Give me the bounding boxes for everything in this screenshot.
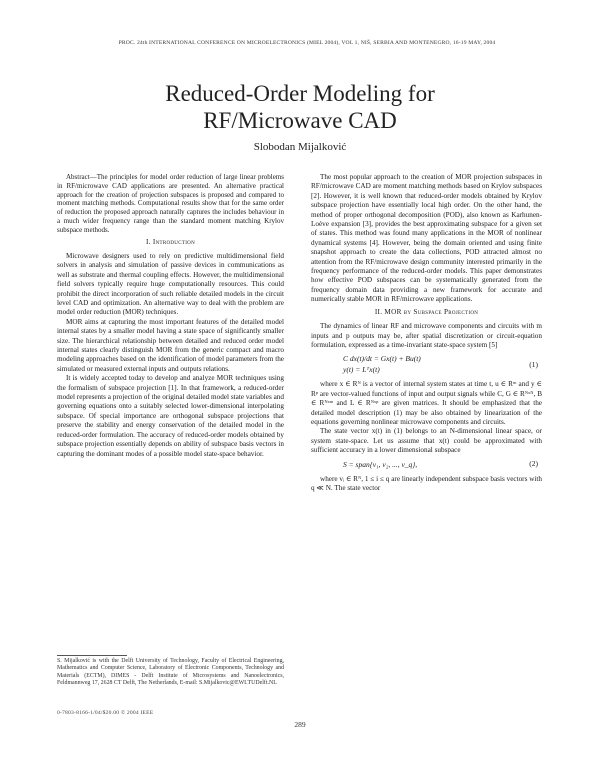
equation-2-number: (2): [529, 459, 538, 469]
paragraph: The state vector x(t) in (1) belongs to an N-dimensional linear space, or system state-space. Let us assume that x(t) could be approximated with sufficient accuracy in a lower dimensional subspace: [311, 427, 542, 455]
footnote-divider: [57, 655, 127, 656]
abstract: Abstract—The principles for model order reduction of large linear problems in RF/microwave CAD applications are presented. An alternative practical approach for the creation of projection subspaces is proposed and compared to moment matching methods. Computational results show that for the same order of reduction the proposed approach naturally captures the includes behaviour in a much wider frequency range than the standard moment matching Krylov subspace methods.: [57, 173, 284, 234]
paragraph: where vᵢ ∈ Rᴺ, 1 ≤ i ≤ q are linearly independent subspace basis vectors with q ≪ N. The state vector: [311, 474, 542, 492]
left-column: [57, 173, 284, 459]
title-line-2: RF/Microwave CAD: [203, 108, 397, 133]
paragraph: The most popular approach to the creation of MOR projection subspaces in RF/microwave CAD are moment matching methods based on Krylov subspaces [2]. However, it is well known that reduced-order models obtained by Krylov subspace projection have essentially local high order. On the other hand, the method of proper orthogonal decomposition (POD), also known as Karhunen-Loève expansion [3], provides the best approximating subspace for a given set of states. This method was found many applications in the MOR of nonlinear dynamical systems [4]. However, being the domain oriented and using finite snapshot approach to create the data collections, POD attracted almost no attention from the RF/microwave design community interested primarily in the frequency performance of the reduced-order models. This paper demonstrates how effective POD subspaces can be systematically generated from the frequency domain data providing a new framework for accurate and numerically stable MOR in RF/microwave applications.: [311, 173, 542, 304]
author-name: Slobodan Mijalković: [253, 141, 347, 153]
paragraph: MOR aims at capturing the most important features of the detailed model internal states by a smaller model having a state space of significantly smaller size. The hierarchical relationship between detailed and reduced order model internal states clearly distinguish MOR from the generic compact and macro modeling approaches based on the identification of model parameters from the simulated or measured external inputs and outputs relations.: [57, 317, 284, 373]
paper-title: [60, 80, 540, 134]
running-header: PROC. 24th INTERNATIONAL CONFERENCE ON MICROELECTRONICS (MIEL 2004), VOL 1, NIŠ, SERBIA AND MONTENEGRO, 16-19 MAY, 2004: [118, 40, 496, 46]
paragraph: Microwave designers used to rely on predictive multidimensional field solvers in analysis and simulation of passive devices in communications as well as substrate and thermal coupling effects. However, the multidimensional field solvers typically require huge computationally resources. This could prohibit the direct incorporation of such reliable detailed models in the circuit level CAD and optimization. An alternative way to deal with the problem are model order reduction (MOR) techniques.: [57, 251, 284, 317]
paragraph: It is widely accepted today to develop and analyze MOR techniques using the formalism of subspace projection [1]. In that framework, a reduced-order model represents a projection of the original detailed model state variables and governing equations onto a suitably selected lower-dimensional interpolating subspace. Of special importance are orthogonal subspace projections that preserve the stability and energy conservation of the detailed model in the reduced-order formulation. The accuracy of reduced-order models obtained by subspace projection essentially depends on ability of subspace basis vectors in capturing the dominant modes of a possible model state-space behavior.: [57, 374, 284, 458]
right-column: [311, 173, 542, 493]
section-heading-mor: II. MOR by Subspace Projection: [374, 307, 479, 316]
equation-1-line-1: C dx(t)/dt = Gx(t) + Bu(t): [343, 354, 421, 364]
equation-2-body: S = span{v₁, v₂, ..., v_q},: [343, 459, 418, 469]
page-number: 289: [294, 720, 306, 729]
equation-1-line-2: y(t) = Lᵀx(t): [343, 365, 380, 375]
equation-1: [311, 353, 542, 375]
copyright-notice: 0-7803-8166-1/04/$20.00 © 2004 IEEE: [57, 710, 154, 716]
paragraph: where x ∈ Rᴺ is a vector of internal system states at time t, u ∈ Rᵐ and y ∈ Rᵖ are vector-valued functions of input and output signals while C, G ∈ Rᴺˣᴺ, B ∈ Rᴺˣᵐ and L ∈ Rᴺˣᵖ are given matrices. It should be emphasized that the detailed model description (1) may be also obtained by linearization of the equations governing nonlinear microwave components and circuits.: [311, 380, 542, 426]
author-footnote: S. Mijalković is with the Delft University of Technology, Faculty of Electrical Engineering, Mathematics and Computer Science, Laboratory of Electronic Components, Technology and Materials (ECTM), DIMES - Delft Institute of Microsystems and Nanoelectronics, Feldmannweg 17, 2628 CT Delft, The Netherlands, E-mail: S.Mijalkovic@EWI.TUDelft.NL: [57, 658, 284, 687]
section-heading-introduction: I. Introduction: [146, 237, 195, 246]
equation-1-number: (1): [529, 359, 538, 369]
equation-2: [311, 459, 542, 470]
paragraph: The dynamics of linear RF and microwave components and circuits with m inputs and p outputs may be, after spatial discretization or circuit-equation formulation, expressed as a time-invariant state-space system [5]: [311, 322, 542, 349]
title-line-1: Reduced-Order Modeling for: [165, 81, 435, 106]
